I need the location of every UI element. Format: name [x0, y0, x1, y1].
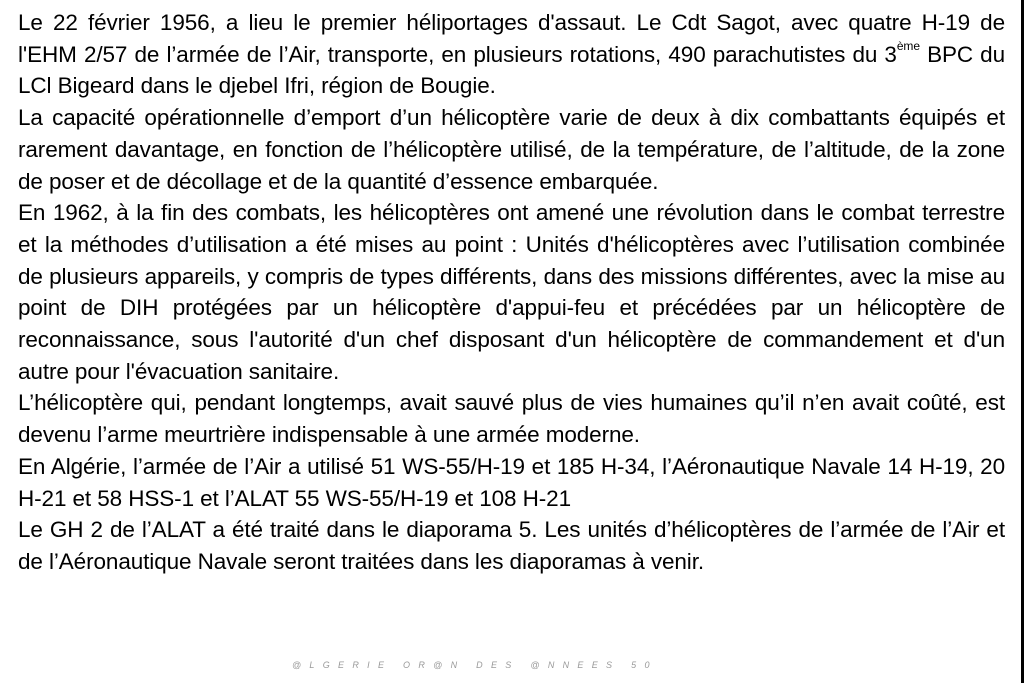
paragraph-fleet-counts: En Algérie, l’armée de l’Air a utilisé 51 WS-55/H-19 et 185 H-34, l’Aéronautique Navale 14 H-19, 20 H-21 et 58 HSS-1 et l’ALAT 55 WS-55/H-19 et 108 H-21 — [18, 453, 1005, 511]
paragraph-first-heliborne-assault — [18, 7, 1005, 102]
superscript-ordinal: ème — [896, 39, 920, 54]
paragraph-gh2: Le GH 2 de l’ALAT a été traité dans le diaporama 5. Les unités d’hélicoptères de l’armée de l’Air et de l’Aéronautique Navale seront traitées dans les diaporamas à venir. — [18, 517, 1005, 574]
paragraph-capacity: La capacité opérationnelle d’emport d’un hélicoptère varie de deux à dix combattants équipés et rarement davantage, en fonction de l’hélicoptère utilisé, de la température, de l’altitude, de la zone de poser et de décollage et de la quantité d’essence embarquée. — [18, 105, 1005, 194]
paragraph-lethal-weapon: L’hélicoptère qui, pendant longtemps, avait sauvé plus de vies humaines qu’il n’en avait coûté, est devenu l’arme meurtrière indispensable à une armée moderne. — [18, 390, 1005, 448]
document-body — [18, 7, 1005, 578]
paragraph-text-continued: BPC du LCl Bigeard dans le djebel Ifri, région de Bougie. — [18, 41, 1006, 99]
watermark: @LGERIE OR@N DES @NNEES 50 — [292, 660, 658, 670]
paragraph-revolution: En 1962, à la fin des combats, les hélicoptères ont amené une révolution dans le combat terrestre et la méthodes d’utilisation a été mises au point : Unités d'hélicoptères avec l’utilisation combinée de plusieurs appareils, y compris de types différents, dans des missions différentes, avec la mise au point de DIH protégées par un hélicoptère d'appui-feu et précédées par un hélicoptère de reconnaissance, sous l'autorité d'un chef disposant d'un hélicoptère de commandement et d'un autre pour l'évacuation sanitaire. — [18, 200, 1005, 384]
paragraph-text: Le 22 février 1956, a lieu le premier héliportages d'assaut. Le Cdt Sagot, avec quatre H-19 de l'EHM 2/57 de l’armée de l’Air, transporte, en plusieurs rotations, 490 parachutistes du 3 — [18, 10, 1005, 67]
